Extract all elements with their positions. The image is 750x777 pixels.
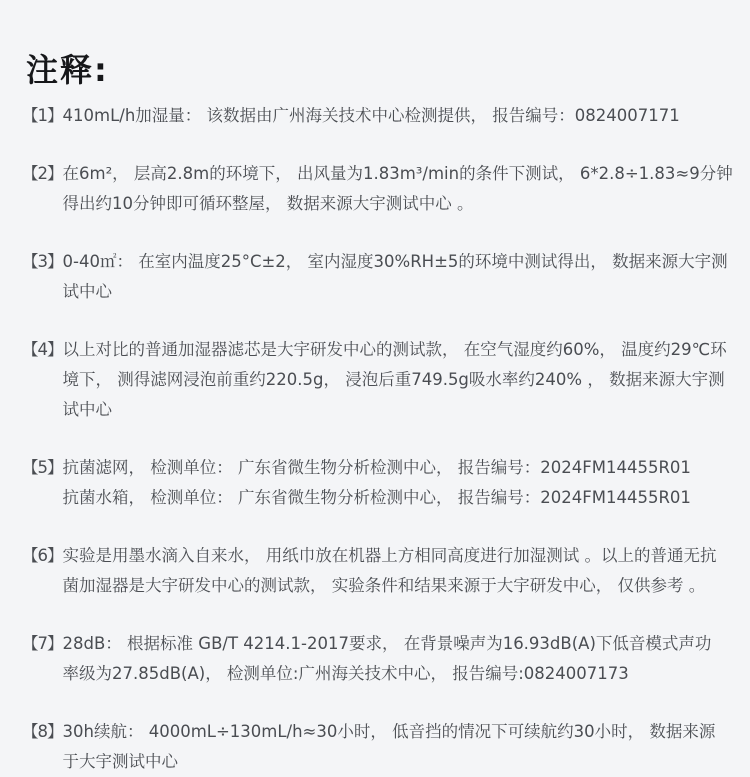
note-3 (22, 247, 732, 307)
note-body (63, 717, 733, 777)
note-number: 【2】 (22, 164, 63, 183)
note-body (63, 247, 733, 307)
note-text-line: 30h续航： 4000mL÷130mL/h≈30小时， 低音挡的情况下可续航约30小时， 数据来源 (62, 722, 716, 741)
note-5 (22, 453, 732, 513)
note-number: 【3】 (22, 252, 63, 271)
note-1 (22, 101, 732, 131)
note-body (63, 629, 733, 689)
note-6 (22, 541, 732, 601)
note-number: 【7】 (22, 634, 63, 653)
note-text-line: 菌加湿器是大宇研发中心的测试款， 实验条件和结果来源于大宇研发中心， 仅供参考 。 (62, 576, 706, 595)
note-7 (22, 629, 732, 689)
note-4 (22, 335, 732, 425)
note-text-line: 以上对比的普通加湿器滤芯是大宇研发中心的测试款， 在空气湿度约60%， 温度约29℃环 (62, 340, 727, 359)
note-2 (22, 159, 732, 219)
note-text-line: 境下， 测得滤网浸泡前重约220.5g， 浸泡后重749.5g吸水率约240% ， 数据来源大宇测 (62, 370, 725, 389)
note-text-line: 410mL/h加湿量： 该数据由广州海关技术中心检测提供， 报告编号：0824007171 (62, 106, 680, 125)
note-text-line: 抗菌水箱， 检测单位： 广东省微生物分析检测中心， 报告编号：2024FM14455R01 (62, 488, 691, 507)
note-number: 【6】 (22, 546, 63, 565)
note-text-line: 率级为27.85dB(A)， 检测单位:广州海关技术中心， 报告编号:0824007173 (62, 664, 629, 683)
notes-list (22, 101, 732, 777)
note-text-line: 试中心 (62, 282, 112, 301)
note-text-line: 抗菌滤网， 检测单位： 广东省微生物分析检测中心， 报告编号：2024FM14455R01 (62, 458, 691, 477)
note-body (63, 159, 733, 219)
note-number: 【8】 (22, 722, 63, 741)
note-text-line: 在6m²， 层高2.8m的环境下， 出风量为1.83m³/min的条件下测试， 6*2.8÷1.83≈9分钟 (62, 164, 733, 183)
page-title: 注释: (26, 51, 109, 89)
note-number: 【1】 (22, 106, 63, 125)
note-body (63, 101, 733, 131)
note-body (63, 453, 733, 513)
note-body (63, 541, 733, 601)
note-text-line: 28dB： 根据标准 GB/T 4214.1-2017要求， 在背景噪声为16.93dB(A)下低音模式声功 (62, 634, 712, 653)
note-text-line: 于大宇测试中心 (62, 752, 178, 771)
note-text-line: 得出约10分钟即可循环整屋， 数据来源大宇测试中心 。 (62, 194, 474, 213)
note-body (63, 335, 733, 425)
note-number: 【4】 (22, 340, 63, 359)
note-text-line: 实验是用墨水滴入自来水， 用纸巾放在机器上方相同高度进行加湿测试 。以上的普通无抗 (62, 546, 717, 565)
note-8 (22, 717, 732, 777)
note-text-line: 0-40㎡： 在室内温度25°C±2， 室内湿度30%RH±5的环境中测试得出， 数据来源大宇测 (62, 252, 728, 271)
note-text-line: 试中心 (62, 400, 112, 419)
note-number: 【5】 (22, 458, 63, 477)
